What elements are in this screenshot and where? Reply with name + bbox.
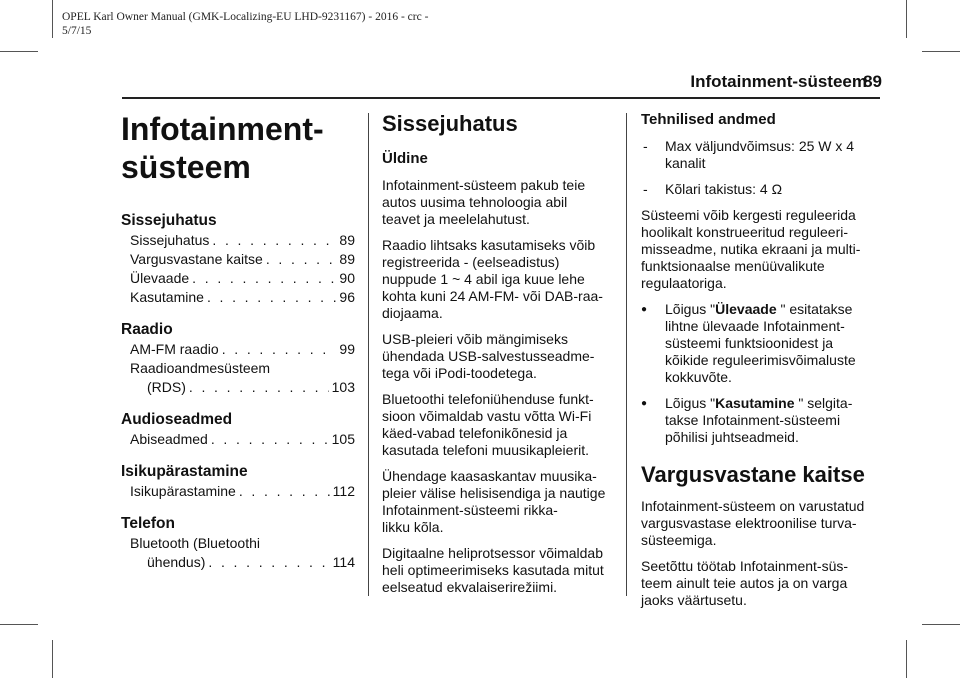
toc-entry-page: 105 xyxy=(331,431,355,447)
bullet-item xyxy=(641,395,881,446)
text-line: Kõlari takistus: 4 Ω xyxy=(665,181,783,197)
toc-leader xyxy=(192,269,336,288)
tech-dash-list xyxy=(641,138,881,198)
text-line: põhilisi juhtseadmeid. xyxy=(665,429,799,445)
paragraph xyxy=(382,468,618,536)
bullet-marker: ● xyxy=(641,398,648,409)
paragraph xyxy=(382,545,618,596)
dash-item xyxy=(643,181,881,198)
toc-entry[interactable] xyxy=(130,231,355,250)
text-run: Lõigus " xyxy=(665,301,716,317)
text-line: USB-pleieri võib mängimiseks xyxy=(382,331,568,347)
toc-entry-text: Raadioandmesüsteem xyxy=(130,360,271,376)
theft-paragraphs xyxy=(641,498,881,609)
text-line: Süsteemi võib kergesti reguleerida xyxy=(641,207,856,223)
paragraph xyxy=(382,391,618,459)
toc-entry-text: ühendus) xyxy=(147,554,206,570)
text-line: heli optimeerimiseks kasutada mitut xyxy=(382,562,604,578)
intro-paragraphs xyxy=(382,177,618,596)
dash-item xyxy=(643,138,881,172)
text-line: nuppude 1 ~ 4 abil iga kuue lehe xyxy=(382,271,585,287)
bullet-item xyxy=(641,301,881,386)
paragraph xyxy=(382,177,618,228)
text-line: käed-vabad telefonikõnesid ja xyxy=(382,425,568,441)
text-run-bold: Kasutamine xyxy=(715,395,795,411)
text-line: jaoks väärtusetu. xyxy=(641,592,747,608)
text-line: süsteemi funktsioonidest ja xyxy=(665,335,834,351)
toc-leader xyxy=(266,250,337,269)
text-line: Bluetoothi telefoniühenduse funkt- xyxy=(382,391,594,407)
text-line xyxy=(665,301,856,318)
text-line xyxy=(665,395,852,412)
toc-entry-text: Isikupärastamine xyxy=(130,483,236,499)
text-line: diojaama. xyxy=(382,305,443,321)
paragraph xyxy=(641,207,881,292)
text-line: funktsionaalse menüüvalikute xyxy=(641,258,825,274)
dash-marker: - xyxy=(643,138,648,154)
toc-leader xyxy=(189,378,329,397)
toc-entry-text: Abiseadmed xyxy=(130,431,208,447)
dash-marker: - xyxy=(643,181,648,197)
bullet-text xyxy=(665,301,856,386)
toc-entry-page: 99 xyxy=(339,341,355,357)
toc-section-title: Telefon xyxy=(121,515,175,532)
text-line: autos uusima tehnoloogia abil xyxy=(382,194,568,210)
toc-section-title: Isikupärastamine xyxy=(121,463,248,480)
text-line: tega või iPodi-toodetega. xyxy=(382,365,537,381)
text-line: Infotainment-süsteem pakub teie xyxy=(382,177,586,193)
column-divider xyxy=(368,113,369,596)
print-metadata-line: OPEL Karl Owner Manual (GMK-Localizing-EU LHD-9231167) - 2016 - crc - xyxy=(62,11,429,23)
toc-leader xyxy=(211,430,329,449)
toc-entry-page: 112 xyxy=(332,483,355,499)
toc-entry[interactable] xyxy=(130,269,355,288)
toc-entry-page: 89 xyxy=(339,232,355,248)
toc-entry-text: (RDS) xyxy=(147,379,186,395)
text-line: misseadme, nutika ekraani ja multi- xyxy=(641,241,861,257)
text-line: kasutada telefoni muusikapleierit. xyxy=(382,442,590,458)
toc-leader xyxy=(207,288,336,307)
toc-entry-text: AM-FM raadio xyxy=(130,341,219,357)
toc-entry-text: Ülevaade xyxy=(130,270,190,286)
section-title: Vargusvastane kaitse xyxy=(641,462,865,487)
chapter-title-line: Infotainment- xyxy=(121,111,324,147)
toc-leader xyxy=(239,482,330,501)
print-metadata-line: 5/7/15 xyxy=(62,25,92,37)
toc-entry-page: 96 xyxy=(339,289,355,305)
toc-leader xyxy=(222,340,337,359)
toc-entry[interactable] xyxy=(130,482,355,501)
text-line: Ühendage kaasaskantav muusika- xyxy=(382,468,597,484)
text-line: hoolikalt konstrueeritud reguleeri- xyxy=(641,224,848,240)
toc-entry-text: Bluetooth (Bluetoothi xyxy=(130,535,260,551)
text-line: Max väljundvõimsus: 25 W x 4 xyxy=(665,138,855,154)
crop-mark xyxy=(0,624,38,625)
toc-entry-line1[interactable] xyxy=(130,534,355,553)
toc-entry[interactable] xyxy=(130,288,355,307)
tech-column xyxy=(641,110,881,609)
crop-mark xyxy=(922,51,960,52)
text-run: Lõigus " xyxy=(665,395,716,411)
dash-text xyxy=(665,138,854,172)
text-line: Raadio lihtsaks kasutamiseks võib xyxy=(382,237,596,253)
dash-text xyxy=(665,181,782,198)
crop-mark xyxy=(52,0,53,38)
crop-mark xyxy=(922,624,960,625)
crop-mark xyxy=(906,640,907,678)
text-line: likku kõla. xyxy=(382,519,444,535)
toc-entry-page: 89 xyxy=(339,251,355,267)
tech-bullet-list xyxy=(641,301,881,446)
subsection-title: Tehnilised andmed xyxy=(641,111,776,128)
header-rule xyxy=(122,97,880,99)
text-line: eelseatud ekvalaiserirežiimi. xyxy=(382,579,558,595)
page-number: 89 xyxy=(863,72,882,91)
text-line: teem ainult teie autos ja on varga xyxy=(641,575,848,591)
text-line: kokkuvõte. xyxy=(665,369,732,385)
text-line: pleier välise helisisendiga ja nautige xyxy=(382,485,606,501)
toc-entry-line1[interactable] xyxy=(130,359,355,378)
text-line: kohta kuni 24 AM-FM- või DAB-raa- xyxy=(382,288,603,304)
crop-mark xyxy=(52,640,53,678)
paragraph xyxy=(382,331,618,382)
print-metadata xyxy=(62,10,428,38)
toc-leader xyxy=(212,231,336,250)
text-line: lihtne ülevaade Infotainment- xyxy=(665,318,845,334)
text-line: süsteemiga. xyxy=(641,532,717,548)
text-line: Digitaalne heliprotsessor võimaldab xyxy=(382,545,604,561)
text-line: Infotainment-süsteemi rikka- xyxy=(382,502,558,518)
toc-entry-page: 103 xyxy=(331,379,355,395)
toc-entry[interactable] xyxy=(130,250,355,269)
toc-leader xyxy=(208,553,329,572)
toc-entry-text: Sissejuhatus xyxy=(130,232,210,248)
text-run-bold: Ülevaade xyxy=(715,301,777,317)
toc-entry-page: 114 xyxy=(332,554,355,570)
text-line: Seetõttu töötab Infotainment-süs- xyxy=(641,558,849,574)
crop-mark xyxy=(0,51,38,52)
text-line: takse Infotainment-süsteemi xyxy=(665,412,841,428)
text-run: " selgita- xyxy=(794,395,853,411)
text-line: sioon võimaldab vastu võtta Wi-Fi xyxy=(382,408,592,424)
toc-entry[interactable] xyxy=(147,378,355,397)
toc-entry[interactable] xyxy=(147,553,355,572)
paragraph xyxy=(641,558,881,609)
text-line: Infotainment-süsteem on varustatud xyxy=(641,498,865,514)
intro-column xyxy=(382,110,618,596)
chapter-title xyxy=(121,110,355,186)
text-line: vargusvastase elektroonilise turva- xyxy=(641,515,857,531)
column-divider xyxy=(626,113,627,596)
text-line: regulaatoriga. xyxy=(641,275,727,291)
crop-mark xyxy=(906,0,907,38)
toc-entry[interactable] xyxy=(130,340,355,359)
toc-entry-page: 90 xyxy=(339,270,355,286)
text-line: registreerida - (eelseadistus) xyxy=(382,254,560,270)
text-line: teavet ja meelelahutust. xyxy=(382,211,530,227)
text-line: kõikide reguleerimisvõimaluste xyxy=(665,352,856,368)
text-run: " esitatakse xyxy=(776,301,853,317)
text-line: kanalit xyxy=(665,155,706,171)
tech-paragraph xyxy=(641,207,881,292)
toc-section-title: Audioseadmed xyxy=(121,411,233,428)
subsection-title: Üldine xyxy=(382,150,428,167)
toc-section-title: Sissejuhatus xyxy=(121,212,217,229)
toc-column xyxy=(121,110,355,572)
bullet-text xyxy=(665,395,852,446)
toc-section-title: Raadio xyxy=(121,321,173,338)
chapter-title-line: süsteem xyxy=(121,149,251,185)
section-title: Sissejuhatus xyxy=(382,111,518,136)
toc-entry-text: Kasutamine xyxy=(130,289,204,305)
paragraph xyxy=(641,498,881,549)
paragraph xyxy=(382,237,618,322)
toc-entry-text: Vargusvastane kaitse xyxy=(130,251,263,267)
toc-entry[interactable] xyxy=(130,430,355,449)
text-line: ühendada USB-salvestusseadme- xyxy=(382,348,595,364)
bullet-marker: ● xyxy=(641,304,648,315)
running-title: Infotainment-süsteem xyxy=(690,72,867,91)
